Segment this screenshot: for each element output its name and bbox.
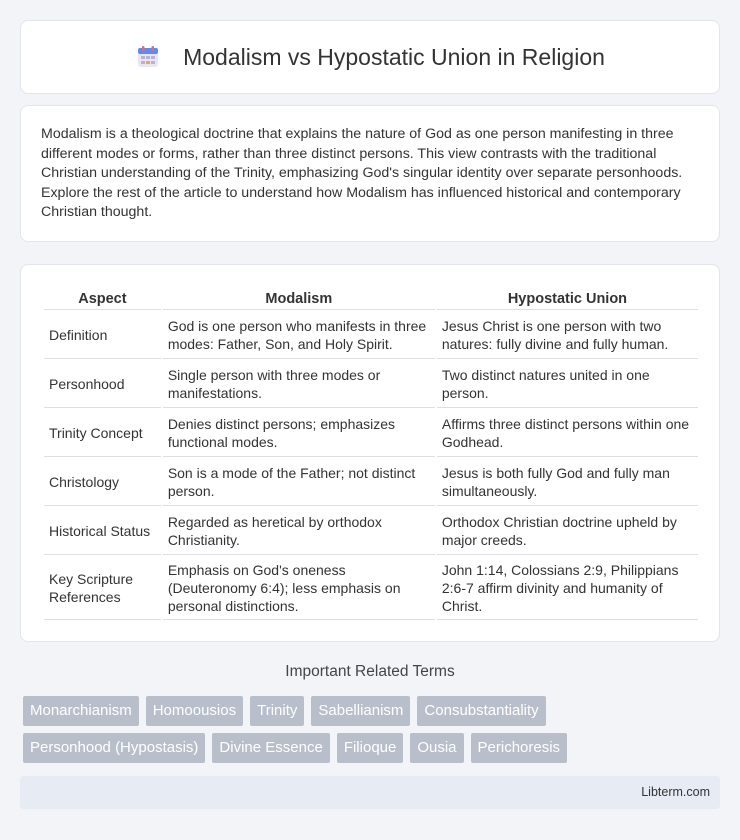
hypostatic-cell: Affirms three distinct persons within one Godhead.: [437, 409, 698, 457]
table-row: [44, 409, 698, 457]
tag-monarchianism[interactable]: Monarchianism: [23, 696, 139, 726]
comparison-card: [20, 264, 720, 642]
table-row: [44, 507, 698, 555]
modalism-cell: Regarded as heretical by orthodox Christianity.: [163, 507, 435, 555]
tag-trinity[interactable]: Trinity: [250, 696, 304, 726]
related-terms-title: Important Related Terms: [285, 663, 455, 680]
intro-card: [20, 105, 720, 242]
aspect-cell: Key Scripture References: [44, 556, 161, 620]
header-modalism: Modalism: [163, 286, 435, 310]
modalism-cell: Emphasis on God's oneness (Deuteronomy 6:4); less emphasis on personal distinctions.: [163, 556, 435, 620]
tag-filioque[interactable]: Filioque: [337, 733, 404, 763]
aspect-cell: Historical Status: [44, 507, 161, 555]
modalism-cell: Single person with three modes or manifestations.: [163, 360, 435, 408]
hypostatic-cell: Jesus is both fully God and fully man simultaneously.: [437, 458, 698, 506]
hypostatic-cell: John 1:14, Colossians 2:9, Philippians 2:6-7 affirm divinity and humanity of Christ.: [437, 556, 698, 620]
aspect-cell: Definition: [44, 311, 161, 359]
tag-sabellianism[interactable]: Sabellianism: [311, 696, 410, 726]
header-hypostatic-union: Hypostatic Union: [437, 286, 698, 310]
page-title: Modalism vs Hypostatic Union in Religion: [183, 43, 605, 70]
hypostatic-cell: Orthodox Christian doctrine upheld by major creeds.: [437, 507, 698, 555]
tag-consubstantiality[interactable]: Consubstantiality: [417, 696, 545, 726]
intro-paragraph: Modalism is a theological doctrine that explains the nature of God as one person manifesting in three different modes or forms, rather than three distinct persons. This view contrasts with the traditional Christian understanding of the Trinity, emphasizing God's singular identity over separate personhoods. Explore the rest of the article to understand how Modalism has influenced historical and contemporary Christian thought.: [41, 126, 683, 220]
tag-row: [23, 696, 723, 726]
header-aspect: Aspect: [44, 286, 161, 310]
header-card: [20, 20, 720, 94]
footer-link[interactable]: Libterm.com: [641, 785, 710, 799]
aspect-cell: Trinity Concept: [44, 409, 161, 457]
modalism-cell: Son is a mode of the Father; not distinct person.: [163, 458, 435, 506]
footer: [20, 776, 720, 809]
table-header-row: [44, 286, 698, 310]
tag-ousia[interactable]: Ousia: [410, 733, 463, 763]
aspect-cell: Christology: [44, 458, 161, 506]
table-row: [44, 556, 698, 620]
tag-personhood[interactable]: Personhood (Hypostasis): [23, 733, 205, 763]
hypostatic-cell: Jesus Christ is one person with two natures: fully divine and fully human.: [437, 311, 698, 359]
aspect-cell: Personhood: [44, 360, 161, 408]
modalism-cell: Denies distinct persons; emphasizes functional modes.: [163, 409, 435, 457]
tag-homoousios[interactable]: Homoousios: [146, 696, 243, 726]
tag-row: [23, 733, 723, 763]
tag-perichoresis[interactable]: Perichoresis: [471, 733, 568, 763]
table-row: [44, 458, 698, 506]
table-row: [44, 360, 698, 408]
calendar-icon: [135, 44, 161, 70]
table-row: [44, 311, 698, 359]
modalism-cell: God is one person who manifests in three modes: Father, Son, and Holy Spirit.: [163, 311, 435, 359]
comparison-table: [42, 285, 700, 621]
hypostatic-cell: Two distinct natures united in one person.: [437, 360, 698, 408]
tag-divine-essence[interactable]: Divine Essence: [212, 733, 329, 763]
related-terms-tags: [23, 696, 723, 770]
